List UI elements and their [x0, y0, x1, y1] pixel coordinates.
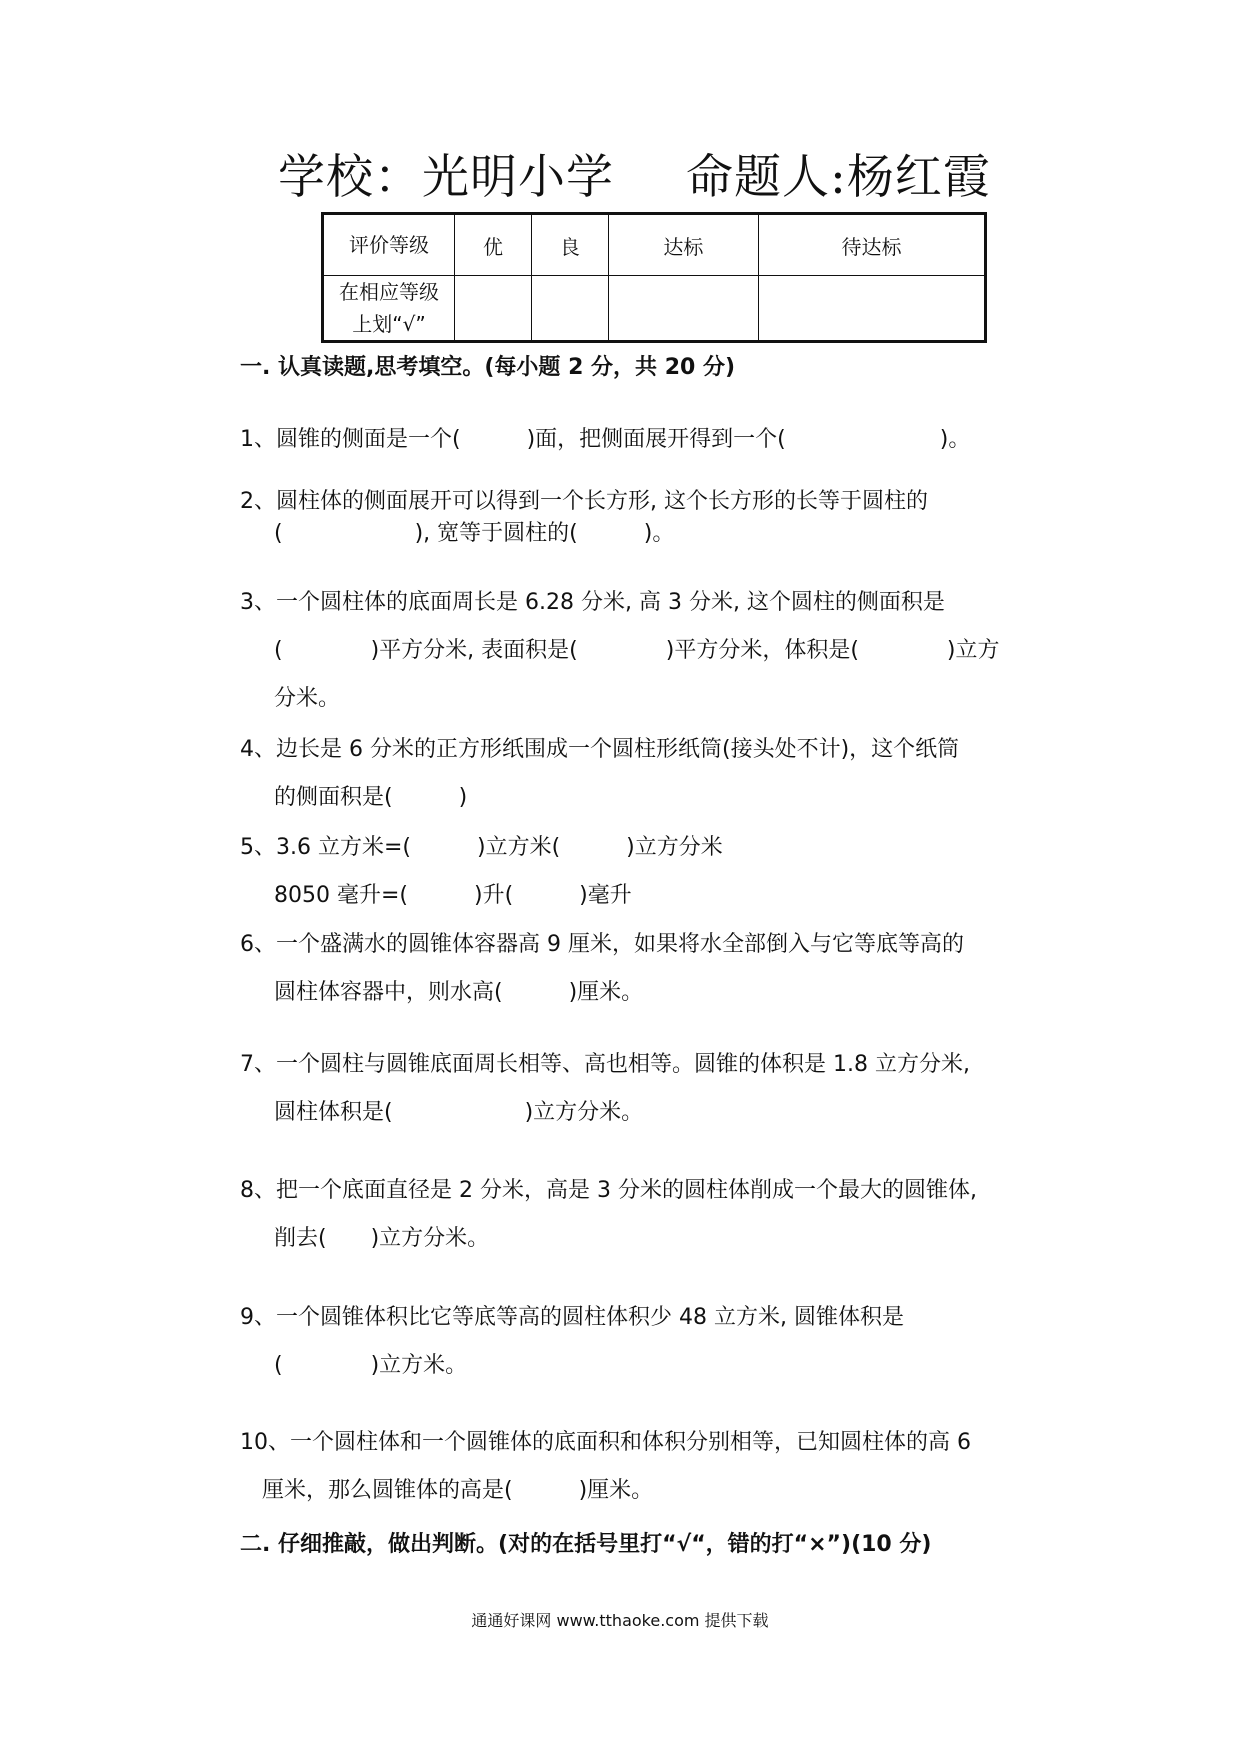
grade-table-mark-row [323, 276, 986, 342]
grade-label-cell: 评价等级 [323, 214, 455, 276]
question-9-line2: ( )立方米。 [274, 1353, 468, 1378]
mark-instruction-cell [323, 276, 455, 342]
question-9 [240, 1303, 904, 1381]
question-8-line1: 8、把一个底面直径是 2 分米，高是 3 分米的圆柱体削成一个最大的圆锥体, [240, 1178, 977, 1203]
question-3-line1: 3、一个圆柱体的底面周长是 6.28 分米, 高 3 分米, 这个圆柱的侧面积是 [240, 590, 945, 615]
author-name: 命题人:杨红霞 [686, 150, 991, 205]
grade-table-header-row [323, 214, 986, 276]
grade-level-good: 良 [531, 214, 608, 276]
question-7-line1: 7、一个圆柱与圆锥底面周长相等、高也相等。圆锥的体积是 1.8 立方分米, [240, 1052, 970, 1077]
question-10 [240, 1428, 971, 1506]
question-3 [240, 588, 1000, 714]
question-1 [240, 425, 970, 455]
question-5-line2: 8050 毫升=( )升( )毫升 [274, 883, 632, 908]
question-6 [240, 930, 964, 1008]
grade-level-excellent: 优 [455, 214, 532, 276]
section2-title: 二. 仔细推敲，做出判断。(对的在括号里打“√“，错的打“×”)(10 分) [240, 1532, 932, 1557]
section1-title: 一. 认真读题,思考填空。(每小题 2 分，共 20 分) [240, 355, 736, 380]
mark-cell-good[interactable] [531, 276, 608, 342]
grade-table [321, 212, 987, 343]
mark-cell-excellent[interactable] [455, 276, 532, 342]
question-9-line1: 9、一个圆锥体积比它等底等高的圆柱体积少 48 立方米, 圆锥体积是 [240, 1305, 904, 1330]
question-3-line2: ( )平方分米, 表面积是( )平方分米，体积是( )立方 [274, 638, 1000, 663]
mark-cell-needs-work[interactable] [758, 276, 985, 342]
mark-cell-pass[interactable] [608, 276, 758, 342]
question-4-line2: 的侧面积是( ) [274, 785, 468, 810]
mark-instruction-line2: 上划“√” [352, 312, 426, 336]
page-header [278, 150, 991, 206]
question-7 [240, 1050, 970, 1128]
question-3-line3: 分米。 [274, 686, 341, 711]
school-name: 学校：光明小学 [278, 150, 614, 205]
mark-instruction-line1: 在相应等级 [339, 280, 439, 304]
question-6-line2: 圆柱体容器中，则水高( )厘米。 [274, 980, 644, 1005]
question-4 [240, 735, 959, 813]
question-8 [240, 1176, 977, 1254]
question-7-line2: 圆柱体积是( )立方分米。 [274, 1100, 644, 1125]
question-2 [240, 487, 928, 549]
question-4-line1: 4、边长是 6 分米的正方形纸围成一个圆柱形纸筒(接头处不计)，这个纸筒 [240, 737, 960, 762]
question-2-line1: 2、圆柱体的侧面展开可以得到一个长方形, 这个长方形的长等于圆柱的 [240, 489, 928, 514]
grade-level-pass: 达标 [608, 214, 758, 276]
question-8-line2: 削去( )立方分米。 [274, 1226, 490, 1251]
question-5 [240, 833, 723, 911]
grade-level-needs-work: 待达标 [758, 214, 985, 276]
question-6-line1: 6、一个盛满水的圆锥体容器高 9 厘米，如果将水全部倒入与它等底等高的 [240, 932, 964, 957]
question-5-line1: 5、3.6 立方米=( )立方米( )立方分米 [240, 835, 723, 860]
question-1-line1: 1、圆锥的侧面是一个( )面，把侧面展开得到一个( )。 [240, 427, 971, 452]
question-10-line2: 厘米，那么圆锥体的高是( )厘米。 [262, 1478, 654, 1503]
question-10-line1: 10、一个圆柱体和一个圆锥体的底面积和体积分别相等，已知圆柱体的高 6 [240, 1430, 971, 1455]
question-2-line2: ( ), 宽等于圆柱的( )。 [274, 521, 675, 546]
footer-credit: 通通好课网 www.tthaoke.com 提供下载 [471, 1611, 769, 1630]
